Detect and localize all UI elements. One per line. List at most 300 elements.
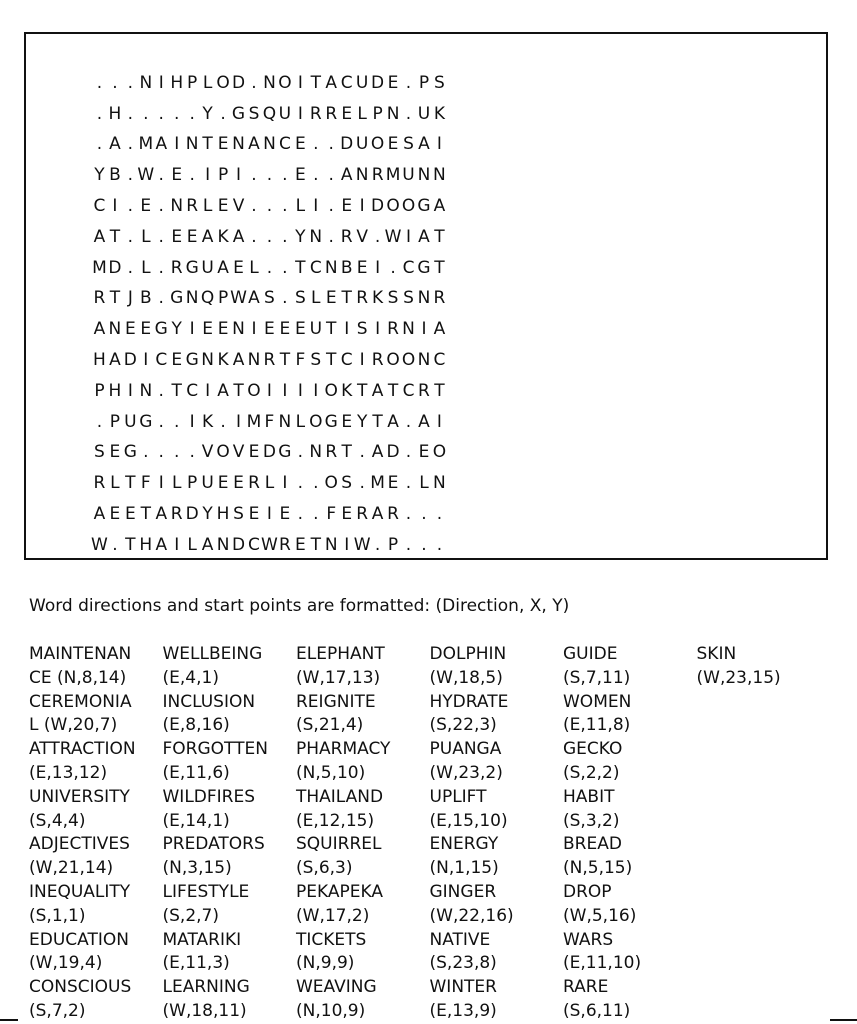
word-entry: EDUCATION (W,19,4) [29, 929, 129, 974]
grid-cell: . [127, 196, 134, 217]
grid-cell: U [278, 103, 292, 124]
grid-cell: . [374, 226, 381, 247]
grid-cell: . [158, 411, 164, 432]
grid-cell: Q [200, 288, 215, 309]
grid-cell: O [386, 196, 400, 217]
grid-cell: C [155, 350, 168, 371]
grid-cell: B [139, 288, 152, 309]
grid-cell: I [266, 504, 272, 525]
grid-cell: I [421, 319, 427, 340]
grid-cell: N [278, 411, 292, 432]
word-entry: PHARMACY (N,5,10) [296, 739, 391, 783]
grid-cell: E [387, 72, 399, 93]
grid-cell: I [282, 473, 288, 494]
grid-cell: N [185, 134, 199, 155]
grid-cell: E [140, 319, 152, 340]
word-column [163, 643, 297, 1024]
grid-cell: N [108, 319, 122, 340]
grid-cell: S [264, 288, 275, 309]
grid-cell: V [232, 196, 245, 217]
grid-cell: . [328, 196, 334, 217]
word-entry: PUANGA (W,23,2) [429, 739, 503, 783]
grid-cell: E [217, 134, 229, 155]
grid-row [96, 130, 454, 161]
word-column [563, 643, 697, 1024]
grid-cell: . [359, 442, 365, 463]
grid-cell: L [141, 226, 151, 247]
grid-cell: H [108, 103, 122, 124]
grid-cell: D [386, 442, 400, 463]
grid-cell: A [371, 504, 384, 525]
grid-cell: N [232, 319, 245, 340]
grid-cell: A [248, 134, 260, 155]
grid-cell: L [187, 534, 197, 555]
grid-cell: S [341, 473, 353, 494]
grid-cell: N [185, 288, 199, 309]
grid-cell: A [93, 226, 106, 247]
grid-cell: A [109, 134, 121, 155]
grid-cell: L [419, 473, 429, 494]
grid-cell: N [386, 103, 400, 124]
grid-cell: I [436, 134, 442, 155]
grid-cell: O [432, 442, 447, 463]
grid-cell: . [174, 442, 180, 463]
grid-cell: S [434, 72, 445, 93]
grid-cell: I [189, 411, 195, 432]
grid-cell: B [340, 257, 353, 278]
grid-cell: A [418, 134, 430, 155]
grid-cell: I [375, 257, 381, 278]
grid-row [93, 284, 454, 315]
grid-cell: T [310, 534, 321, 555]
grid-cell: G [139, 411, 153, 432]
grid-cell: W [91, 534, 108, 555]
grid-cell: H [139, 534, 153, 555]
grid-cell: N [324, 534, 338, 555]
grid-cell: C [402, 257, 415, 278]
word-entry: LIFESTYLE (S,2,7) [162, 881, 250, 926]
grid-cell: I [236, 165, 242, 186]
grid-cell: A [93, 504, 106, 525]
grid-cell: V [356, 226, 368, 247]
letter-grid-rows [91, 68, 454, 561]
grid-cell: N [417, 288, 431, 309]
grid-cell: T [356, 380, 368, 401]
word-entry: CEREMONIAL (W,20,7) [29, 691, 132, 736]
grid-cell: I [189, 319, 195, 340]
grid-cell: . [282, 196, 288, 217]
grid-cell: L [202, 72, 213, 93]
word-entry: TICKETS (N,9,9) [296, 929, 367, 974]
grid-cell: O [401, 350, 416, 371]
grid-cell: I [359, 196, 365, 217]
grid-cell: I [205, 165, 211, 186]
grid-cell: V [201, 442, 214, 463]
grid-cell: I [174, 534, 180, 555]
word-entry: REIGNITE (S,21,4) [296, 691, 376, 736]
grid-cell: E [248, 504, 260, 525]
word-entry: ATTRACTION (E,13,12) [29, 739, 136, 783]
grid-cell: C [248, 534, 260, 555]
grid-cell: A [433, 319, 446, 340]
grid-cell: E [248, 442, 260, 463]
grid-cell: . [112, 534, 118, 555]
grid-cell: O [216, 72, 230, 93]
grid-row [94, 376, 454, 407]
grid-cell: C [340, 350, 353, 371]
grid-cell: S [310, 350, 322, 371]
word-entry: WOMEN (E,11,8) [563, 691, 632, 736]
grid-cell: . [282, 226, 288, 247]
grid-cell: O [386, 350, 400, 371]
grid-cell: W [353, 534, 371, 555]
grid-cell: R [170, 504, 183, 525]
grid-cell: S [403, 134, 414, 155]
grid-cell: T [434, 226, 445, 247]
grid-cell: F [264, 411, 275, 432]
grid-cell: I [344, 319, 350, 340]
grid-cell: Y [295, 226, 306, 247]
grid-row [91, 530, 454, 561]
grid-cell: F [295, 350, 306, 371]
grid-cell: L [295, 411, 306, 432]
grid-cell: D [231, 534, 246, 555]
grid-cell: I [158, 72, 164, 93]
grid-cell: L [110, 473, 120, 494]
grid-cell: E [279, 504, 291, 525]
grid-cell: C [433, 350, 446, 371]
grid-cell: M [138, 134, 154, 155]
grid-cell: T [125, 534, 136, 555]
grid-cell: E [341, 103, 353, 124]
grid-cell: . [313, 473, 319, 494]
grid-cell: N [417, 350, 431, 371]
grid-cell: K [372, 288, 384, 309]
word-column [697, 643, 831, 1024]
grid-cell: E [109, 442, 121, 463]
grid-cell: Y [171, 319, 182, 340]
grid-cell: T [140, 504, 151, 525]
grid-cell: . [405, 534, 412, 555]
grid-cell: J [127, 288, 133, 309]
grid-row [93, 314, 454, 345]
grid-cell: E [217, 196, 229, 217]
grid-cell: L [311, 288, 321, 309]
grid-cell: T [310, 72, 321, 93]
grid-cell: O [324, 380, 338, 401]
grid-cell: N [309, 226, 323, 247]
grid-cell: . [405, 504, 412, 525]
grid-cell: . [328, 165, 334, 186]
grid-cell: E [171, 350, 183, 371]
grid-cell: R [309, 103, 322, 124]
word-entry: NATIVE (S,23,8) [429, 929, 497, 974]
grid-cell: L [171, 473, 182, 494]
grid-row [93, 499, 454, 530]
grid-cell: M [385, 165, 401, 186]
grid-cell: E [233, 257, 244, 278]
word-column [29, 643, 163, 1024]
grid-cell: . [282, 257, 288, 278]
grid-cell: . [96, 134, 103, 155]
grid-cell: I [359, 350, 365, 371]
grid-cell: K [433, 103, 445, 124]
grid-cell: . [390, 257, 396, 278]
grid-cell: . [220, 411, 226, 432]
grid-cell: . [158, 288, 164, 309]
grid-cell: E [202, 319, 213, 340]
word-entry: RARE (S,6,11) [563, 977, 631, 1021]
grid-cell: I [344, 534, 350, 555]
grid-cell: . [282, 165, 288, 186]
grid-cell: A [232, 350, 245, 371]
grid-cell: R [433, 288, 446, 309]
word-entry: GINGER (W,22,16) [429, 881, 514, 926]
grid-cell: A [201, 534, 214, 555]
grid-cell: . [96, 103, 103, 124]
grid-cell: S [387, 288, 399, 309]
grid-cell: R [170, 257, 183, 278]
grid-cell: A [201, 226, 214, 247]
grid-row [96, 99, 454, 130]
grid-cell: . [405, 411, 412, 432]
grid-row [94, 160, 454, 191]
grid-cell: T [109, 288, 121, 309]
grid-cell: E [233, 473, 244, 494]
grid-cell: E [171, 165, 183, 186]
grid-row [94, 438, 454, 469]
word-entry: FORGOTTEN (E,11,6) [162, 739, 268, 783]
grid-cell: U [201, 257, 214, 278]
grid-cell: A [418, 411, 430, 432]
grid-cell: A [387, 411, 399, 432]
grid-cell: C [186, 380, 199, 401]
grid-cell: . [143, 442, 149, 463]
grid-cell: H [170, 72, 184, 93]
grid-cell: U [417, 103, 431, 124]
grid-cell: V [232, 442, 245, 463]
grid-cell: . [251, 196, 257, 217]
grid-cell: . [127, 103, 134, 124]
grid-cell: W [384, 226, 402, 247]
grid-cell: D [231, 72, 246, 93]
grid-cell: E [294, 134, 306, 155]
grid-cell: Y [202, 103, 213, 124]
grid-cell: S [94, 442, 105, 463]
grid-cell: T [326, 350, 337, 371]
grid-cell: A [109, 350, 121, 371]
grid-cell: S [294, 288, 306, 309]
grid-cell: N [309, 442, 323, 463]
letter-grid [84, 68, 447, 561]
grid-cell: . [158, 226, 164, 247]
grid-cell: A [217, 257, 229, 278]
grid-cell: N [170, 196, 184, 217]
word-entry: MAINTENANCE (N,8,14) [29, 644, 132, 688]
word-entry: INCLUSION (E,8,16) [162, 691, 256, 736]
grid-cell: N [324, 257, 338, 278]
word-entry: ADJECTIVES (W,21,14) [29, 834, 130, 879]
grid-cell: . [96, 411, 103, 432]
grid-cell: O [216, 442, 230, 463]
grid-cell: Q [262, 103, 277, 124]
grid-cell: E [356, 257, 368, 278]
grid-cell: C [402, 380, 415, 401]
grid-cell: E [294, 534, 306, 555]
word-entry: SKIN (W,23,15) [696, 644, 781, 688]
grid-cell: . [266, 196, 273, 217]
grid-cell: A [418, 226, 430, 247]
grid-cell: A [155, 504, 168, 525]
grid-cell: T [434, 380, 445, 401]
grid-cell: P [187, 72, 198, 93]
grid-cell: . [421, 534, 427, 555]
grid-cell: I [174, 134, 180, 155]
grid-cell: K [341, 380, 353, 401]
grid-cell: T [341, 288, 352, 309]
grid-cell: A [155, 134, 168, 155]
grid-cell: U [124, 411, 137, 432]
word-entry: SQUIRREL (S,6,3) [296, 834, 382, 879]
grid-cell: . [251, 72, 257, 93]
grid-cell: F [140, 473, 151, 494]
grid-cell: O [370, 134, 385, 155]
word-entry: PEKAPEKA (W,17,2) [296, 881, 383, 926]
grid-cell: G [185, 350, 199, 371]
grid-cell: N [263, 134, 276, 155]
grid-cell: . [127, 226, 134, 247]
word-entry: WINTER (E,13,9) [429, 977, 497, 1021]
grid-cell: I [236, 411, 242, 432]
grid-cell: W [261, 534, 278, 555]
grid-cell: . [112, 72, 118, 93]
grid-cell: N [433, 165, 446, 186]
grid-cell: P [187, 473, 198, 494]
grid-cell: . [158, 380, 164, 401]
corner-mark-left [0, 1019, 18, 1021]
grid-cell: R [371, 350, 384, 371]
grid-cell: . [405, 72, 412, 93]
grid-cell: I [205, 380, 211, 401]
grid-cell: T [202, 134, 213, 155]
grid-cell: . [421, 504, 427, 525]
grid-cell: R [325, 103, 338, 124]
grid-cell: T [233, 380, 244, 401]
word-entry: WELLBEING (E,4,1) [162, 644, 263, 688]
grid-cell: . [158, 165, 164, 186]
grid-cell: I [297, 380, 303, 401]
grid-cell: R [387, 319, 399, 340]
grid-cell: . [297, 504, 304, 525]
grid-cell: I [266, 380, 272, 401]
grid-cell: A [232, 226, 245, 247]
word-entry: ELEPHANT (W,17,13) [296, 644, 385, 688]
grid-cell: I [143, 350, 149, 371]
grid-cell: O [401, 196, 416, 217]
grid-cell: A [371, 442, 384, 463]
grid-cell: L [202, 196, 213, 217]
grid-cell: L [295, 196, 306, 217]
word-entry: DOLPHIN (W,18,5) [429, 644, 507, 688]
grid-cell: . [282, 288, 288, 309]
grid-cell: P [217, 165, 229, 186]
grid-cell: E [387, 473, 399, 494]
word-entry: THAILAND (E,12,15) [296, 786, 384, 831]
word-entry: ENERGY (N,1,15) [429, 834, 499, 879]
grid-cell: S [356, 319, 368, 340]
corner-mark-right [830, 1019, 857, 1021]
grid-cell: O [309, 411, 323, 432]
grid-cell: D [371, 196, 385, 217]
grid-cell: A [217, 380, 229, 401]
grid-cell: R [418, 380, 430, 401]
grid-cell: N [139, 380, 153, 401]
grid-cell: . [405, 473, 412, 494]
grid-cell: S [248, 103, 260, 124]
grid-cell: . [359, 473, 365, 494]
grid-cell: D [340, 134, 354, 155]
grid-row [92, 253, 454, 284]
grid-cell: E [186, 226, 198, 247]
grid-cell: G [231, 103, 246, 124]
word-entry: WILDFIRES (E,14,1) [162, 786, 256, 831]
grid-cell: . [251, 226, 257, 247]
grid-cell: . [328, 134, 334, 155]
instructions-text: Word directions and start points are formatted: (Direction, X, Y) [29, 596, 570, 616]
grid-cell: B [109, 165, 121, 186]
grid-cell: N [216, 534, 230, 555]
word-entry: BREAD (N,5,15) [563, 834, 633, 879]
grid-cell: I [375, 319, 381, 340]
word-entry: INEQUALITY (S,1,1) [29, 881, 131, 926]
grid-cell: K [217, 226, 229, 247]
grid-cell: I [313, 196, 319, 217]
grid-cell: L [249, 257, 259, 278]
grid-cell: T [387, 380, 399, 401]
word-entry: UNIVERSITY (S,4,4) [29, 786, 130, 831]
grid-cell: L [141, 257, 151, 278]
word-entry: WEAVING (N,10,9) [296, 977, 377, 1021]
word-entry: GUIDE (S,7,11) [563, 644, 631, 688]
grid-cell: . [374, 534, 381, 555]
grid-cell: I [297, 72, 303, 93]
grid-cell: E [124, 319, 136, 340]
grid-cell: R [93, 473, 106, 494]
grid-cell: A [325, 72, 338, 93]
grid-cell: O [247, 380, 261, 401]
grid-cell: R [263, 350, 276, 371]
grid-cell: A [371, 380, 384, 401]
grid-cell: E [294, 319, 306, 340]
grid-cell: T [171, 380, 182, 401]
grid-cell: R [356, 504, 369, 525]
grid-cell: N [355, 165, 369, 186]
grid-cell: C [309, 257, 322, 278]
grid-cell: G [170, 288, 184, 309]
grid-cell: T [109, 226, 121, 247]
grid-cell: U [355, 72, 369, 93]
grid-cell: M [246, 411, 262, 432]
grid-cell: I [112, 196, 118, 217]
grid-cell: . [158, 442, 164, 463]
word-column [430, 643, 564, 1024]
grid-cell: I [158, 473, 164, 494]
word-entry: PREDATORS (N,3,15) [162, 834, 265, 879]
grid-cell: C [278, 134, 291, 155]
grid-cell: . [297, 442, 304, 463]
grid-cell: R [248, 473, 260, 494]
grid-cell: R [340, 226, 353, 247]
